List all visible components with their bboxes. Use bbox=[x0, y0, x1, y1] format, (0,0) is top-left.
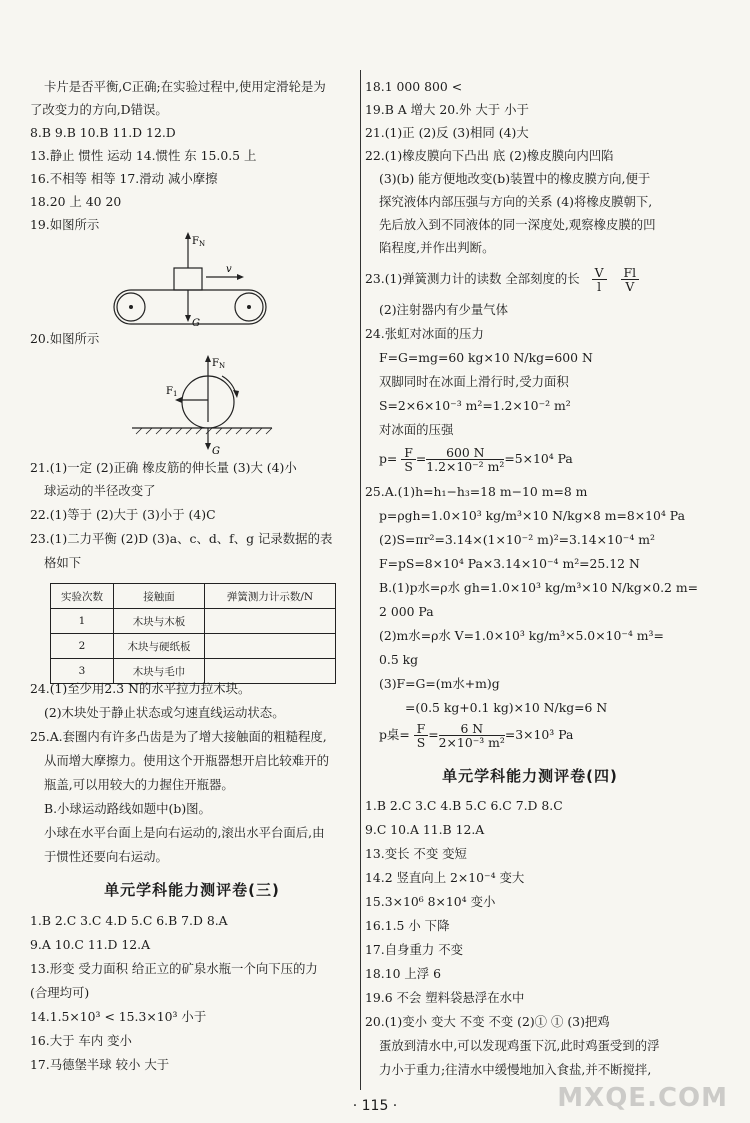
answer-line: 13.形变 受力面积 给正立的矿泉水瓶一个向下压的力 bbox=[30, 961, 318, 976]
answer-line: 13.变长 不变 变短 bbox=[365, 846, 467, 861]
watermark: MXQE.COM bbox=[557, 1083, 728, 1113]
table-cell bbox=[205, 659, 336, 684]
answer-line: (2)木块处于静止状态或匀速直线运动状态。 bbox=[44, 705, 285, 720]
answer-line: 球运动的半径改变了 bbox=[44, 483, 156, 498]
answer-line: 14.2 竖直向上 2×10⁻⁴ 变大 bbox=[365, 870, 525, 885]
table-row bbox=[51, 659, 336, 684]
answer-line: 24.张虹对冰面的压力 bbox=[365, 326, 484, 341]
fraction bbox=[439, 722, 505, 749]
answer-line: 小球在水平台面上是向右运动的,滚出水平台面后,由 bbox=[44, 825, 325, 840]
fraction-denominator: S bbox=[404, 459, 413, 474]
fraction-denominator: 1.2×10⁻² m² bbox=[426, 459, 505, 474]
fraction-denominator: S bbox=[416, 735, 426, 750]
answer-line: 20.如图所示 bbox=[30, 331, 100, 346]
answer-line: 25.A.(1)h=h₁−h₃=18 m−10 m=8 m bbox=[365, 484, 588, 499]
fraction bbox=[621, 266, 640, 293]
answer-line: F=pS=8×10⁴ Pa×3.14×10⁻⁴ m²=25.12 N bbox=[379, 556, 640, 571]
formula-text: p= bbox=[379, 451, 398, 466]
answer-line: 21.(1)一定 (2)正确 橡皮筋的伸长量 (3)大 (4)小 bbox=[30, 460, 297, 475]
fraction bbox=[401, 446, 416, 473]
answer-line: 19.6 不会 塑料袋悬浮在水中 bbox=[365, 990, 525, 1005]
answer-line: 18.10 上浮 6 bbox=[365, 966, 442, 981]
fraction-denominator: l bbox=[597, 279, 602, 294]
table-cell: 木块与毛巾 bbox=[114, 659, 205, 684]
answer-line: 19.如图所示 bbox=[30, 217, 100, 232]
answer-line: 25.A.套圈内有许多凸齿是为了增大接触面的粗糙程度, bbox=[30, 729, 327, 744]
answer-line: 力小于重力;往清水中缓慢地加入食盐,并不断搅拌, bbox=[379, 1062, 652, 1077]
answer-line: =(0.5 kg+0.1 kg)×10 N/kg=6 N bbox=[405, 700, 608, 715]
answer-line: 16.不相等 相等 17.滑动 减小摩擦 bbox=[30, 171, 218, 186]
figure-20-wheel bbox=[122, 352, 282, 457]
formula-line: p桌= $\frac{F}{S}$ = $\frac{6 N}{\text{2×10⁻³ m²}}$ =3×10³ Pa bbox=[379, 721, 574, 750]
answer-line: 双脚同时在冰面上滑行时,受力面积 bbox=[379, 374, 569, 389]
svg-text:FN: $F_N$ bbox=[212, 358, 226, 370]
answer-line: B.(1)p水=ρ水 gh=1.0×10³ kg/m³×10 N/kg×0.2 m= bbox=[379, 580, 698, 595]
answer-line: 蛋放到清水中,可以发现鸡蛋下沉,此时鸡蛋受到的浮 bbox=[379, 1038, 660, 1053]
answer-line: 16.1.5 小 下降 bbox=[365, 918, 450, 933]
table-header-row bbox=[51, 584, 336, 609]
svg-text:v: v bbox=[226, 264, 232, 275]
answer-line: 2 000 Pa bbox=[379, 604, 434, 619]
answer-line bbox=[365, 266, 639, 293]
table-cell: 木块与硬纸板 bbox=[114, 634, 205, 659]
answer-line: 17.自身重力 不变 bbox=[365, 942, 463, 957]
column-divider bbox=[360, 70, 361, 1090]
fraction-denominator: V bbox=[625, 279, 635, 294]
fraction-numerator: F bbox=[401, 446, 416, 460]
answer-line: (合理均可) bbox=[30, 985, 90, 1000]
table-row bbox=[51, 609, 336, 634]
table-header: 接触面 bbox=[114, 584, 205, 609]
fraction-denominator: 2×10⁻³ m² bbox=[438, 735, 505, 750]
table-header: 实验次数 bbox=[51, 584, 114, 609]
answer-line: 0.5 kg bbox=[379, 652, 419, 667]
formula-text: =3×10³ Pa bbox=[504, 727, 574, 742]
answer-line: p=ρgh=1.0×10³ kg/m³×10 N/kg×8 m=8×10⁴ Pa bbox=[379, 508, 685, 523]
fraction bbox=[426, 446, 504, 473]
answer-line: 于惯性还要向右运动。 bbox=[44, 849, 168, 864]
answer-line: 9.C 10.A 11.B 12.A bbox=[365, 822, 485, 837]
answer-line: B.小球运动路线如题中(b)图。 bbox=[44, 801, 211, 816]
answer-line: (2)注射器内有少量气体 bbox=[379, 302, 509, 317]
answer-line: (2)S=πr²=3.14×(1×10⁻² m)²=3.14×10⁻⁴ m² bbox=[379, 532, 655, 547]
answer-line: S=2×6×10⁻³ m²=1.2×10⁻² m² bbox=[379, 398, 571, 413]
answer-line: 20.(1)变小 变大 不变 不变 (2)① ① (3)把鸡 bbox=[365, 1014, 610, 1029]
table-cell bbox=[205, 634, 336, 659]
figure-19-conveyor bbox=[102, 230, 282, 330]
answer-line: (3)F=G=(m水+m)g bbox=[379, 676, 500, 691]
answer-line: 19.B A 增大 20.外 大于 小于 bbox=[365, 102, 529, 117]
answer-line: 21.(1)正 (2)反 (3)相同 (4)大 bbox=[365, 125, 529, 140]
formula-line: p= $\frac{F}{S}$ = $\frac{600 N}{\text{1.2×10⁻² m²}}$ =5×10⁴ Pa bbox=[379, 445, 573, 474]
answer-line: 1.B 2.C 3.C 4.D 5.C 6.B 7.D 8.A bbox=[30, 913, 228, 928]
answer-line: 卡片是否平衡,C正确;在实验过程中,使用定滑轮是为 bbox=[44, 79, 326, 94]
fraction bbox=[414, 722, 429, 749]
answer-line: 格如下 bbox=[44, 555, 82, 570]
answer-line: 23.(1)二力平衡 (2)D (3)a、c、d、f、g 记录数据的表 bbox=[30, 531, 333, 546]
answer-line: 1.B 2.C 3.C 4.B 5.C 6.C 7.D 8.C bbox=[365, 798, 563, 813]
answer-line: 8.B 9.B 10.B 11.D 12.D bbox=[30, 125, 176, 140]
answer-line: (3)(b) 能方便地改变(b)装置中的橡皮膜方向,便于 bbox=[379, 171, 651, 186]
answer-line: 15.3×10⁶ 8×10⁴ 变小 bbox=[365, 894, 496, 909]
fraction-numerator: V bbox=[592, 266, 607, 280]
answer-line: 17.马德堡半球 较小 大于 bbox=[30, 1057, 170, 1072]
fraction-numerator: 6 N bbox=[439, 722, 505, 736]
answer-line: 先后放入到不同液体的同一深度处,观察橡皮膜的凹 bbox=[379, 217, 656, 232]
svg-text:F1: $F_1$ bbox=[166, 386, 178, 398]
fraction-numerator: Fl bbox=[621, 266, 640, 280]
answer-line: 22.(1)等于 (2)大于 (3)小于 (4)C bbox=[30, 507, 216, 522]
svg-text:G: G bbox=[192, 318, 200, 329]
answer-line: 9.A 10.C 11.D 12.A bbox=[30, 937, 151, 952]
answer-text: 23.(1)弹簧测力计的读数 全部刻度的长 bbox=[365, 271, 580, 286]
table-cell: 3 bbox=[51, 659, 114, 684]
answer-line: 探究液体内部压强与方向的关系 (4)将橡皮膜朝下, bbox=[379, 194, 653, 209]
answer-line: 18.20 上 40 20 bbox=[30, 194, 122, 209]
page-number: · 115 · bbox=[352, 1098, 398, 1114]
answer-line: 14.1.5×10³ < 15.3×10³ 小于 bbox=[30, 1009, 207, 1024]
table-cell: 木块与木板 bbox=[114, 609, 205, 634]
section-title: 单元学科能力测评卷(四) bbox=[442, 767, 618, 785]
fraction-numerator: F bbox=[414, 722, 429, 736]
answer-line: 13.静止 惯性 运动 14.惯性 东 15.0.5 上 bbox=[30, 148, 257, 163]
table-row bbox=[51, 634, 336, 659]
answer-line: (2)m水=ρ水 V=1.0×10³ kg/m³×5.0×10⁻⁴ m³= bbox=[379, 628, 664, 643]
answer-line: 瓶盖,可以用较大的力握住开瓶器。 bbox=[44, 777, 234, 792]
answer-line: 陷程度,并作出判断。 bbox=[379, 240, 495, 255]
answer-line: 了改变力的方向,D错误。 bbox=[30, 102, 168, 117]
answer-line: 22.(1)橡皮膜向下凸出 底 (2)橡皮膜向内凹陷 bbox=[365, 148, 614, 163]
experiment-table bbox=[50, 583, 336, 684]
answer-line: 18.1 000 800 < bbox=[365, 79, 463, 94]
formula-text: p桌= bbox=[379, 727, 410, 742]
svg-text:FN: $F_N$ bbox=[192, 236, 206, 248]
answer-line: 对冰面的压强 bbox=[379, 422, 454, 437]
table-cell: 1 bbox=[51, 609, 114, 634]
answer-line: 24.(1)至少用2.3 N的水平拉力拉木块。 bbox=[30, 681, 251, 696]
table-cell bbox=[205, 609, 336, 634]
table-cell: 2 bbox=[51, 634, 114, 659]
answer-line: 从而增大摩擦力。使用这个开瓶器想开启比较难开的 bbox=[44, 753, 329, 768]
formula-text: =5×10⁴ Pa bbox=[504, 451, 573, 466]
table-header: 弹簧测力计示数/N bbox=[205, 584, 336, 609]
svg-text:G: G bbox=[212, 446, 220, 457]
answer-line: 16.大于 车内 变小 bbox=[30, 1033, 132, 1048]
answer-line: F=G=mg=60 kg×10 N/kg=600 N bbox=[379, 350, 593, 365]
fraction bbox=[592, 266, 607, 293]
section-title: 单元学科能力测评卷(三) bbox=[104, 881, 280, 899]
fraction-numerator: 600 N bbox=[426, 446, 504, 460]
